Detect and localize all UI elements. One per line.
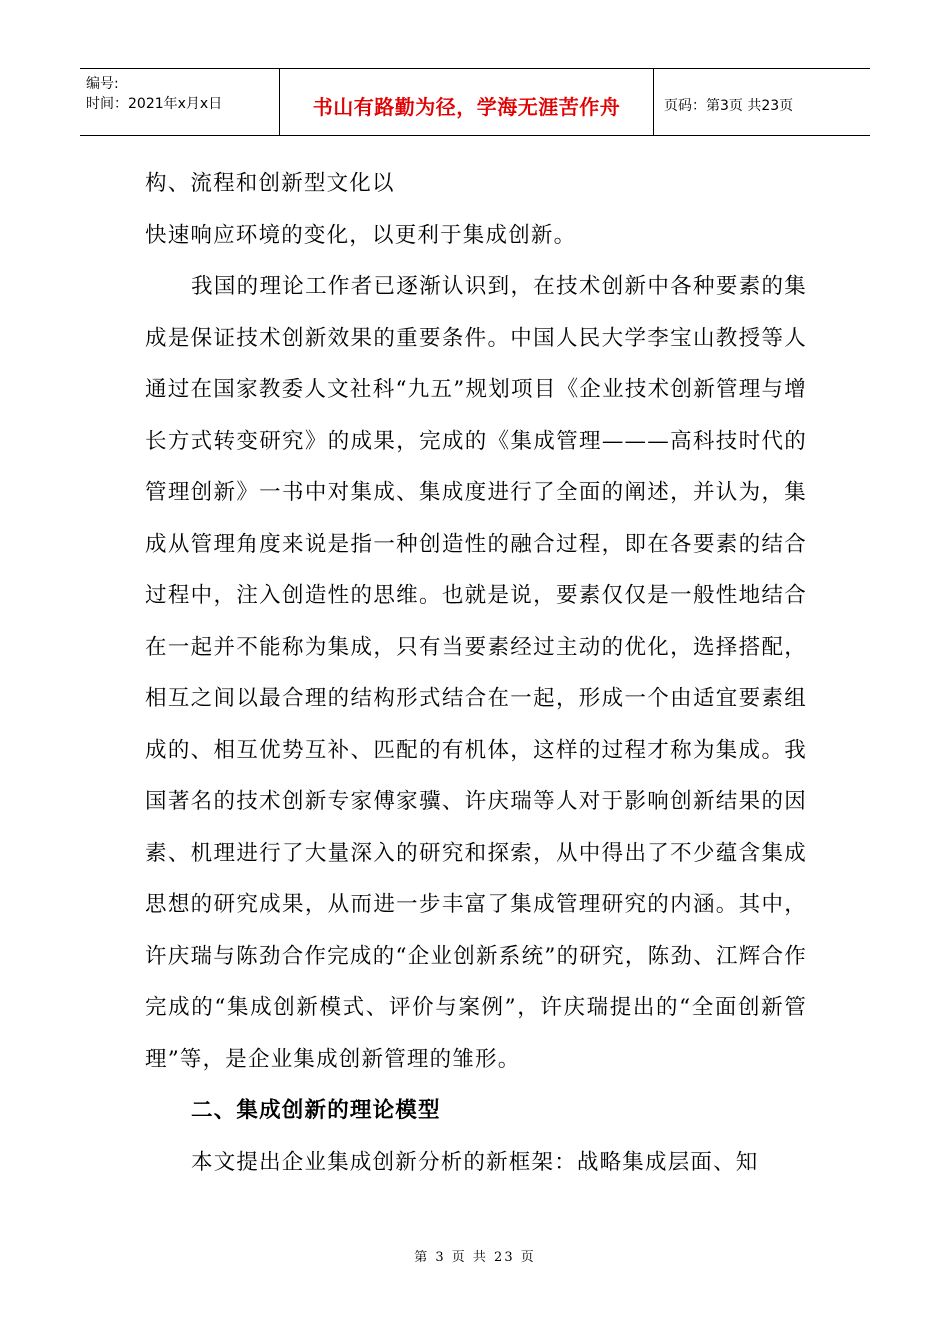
header-meta bbox=[80, 69, 280, 135]
page-header bbox=[80, 68, 870, 136]
header-page-cell bbox=[654, 69, 870, 135]
header-motto-cell bbox=[280, 69, 654, 135]
section-heading: 二、集成创新的理论模型 bbox=[191, 1098, 441, 1123]
paragraph-3: 我国的理论工作者已逐渐认识到，在技术创新中各种要素的集成是保证技术创新效果的重要条件。中国人民大学李宝山教授等人通过在国家教委人文社科“九五”规划项目《企业技术创新管理与增长方式转变研究》的成果，完成的《集成管理———高科技时代的管理创新》一书中对集成、集成度进行了全面的阐述，并认为，集成从管理角度来说是指一种创造性的融合过程，即在各要素的结合过程中，注入创造性的思维。也就是说，要素仅仅是一般性地结合在一起并不能称为集成，只有当要素经过主动的优化，选择搭配，相互之间以最合理的结构形式结合在一起，形成一个由适宜要素组成的、相互优势互补、匹配的有机体，这样的过程才称为集成。我国著名的技术创新专家傅家骥、许庆瑞等人对于影响创新结果的因素、机理进行了大量深入的研究和探索，从中得出了不少蕴含集成思想的研究成果，从而进一步丰富了集成管理研究的内涵。其中，许庆瑞与陈劲合作完成的“企业创新系统”的研究，陈劲、江辉合作完成的“集成创新模式、评价与案例”，许庆瑞提出的“全面创新管理”等，是企业集成创新管理的雏形。 bbox=[145, 274, 807, 1072]
paragraph-2: 快速响应环境的变化，以更利于集成创新。 bbox=[145, 222, 577, 248]
time-label: 时间：2021年x月x日 bbox=[86, 96, 223, 112]
document-body bbox=[145, 158, 807, 1188]
page-footer: 第 3 页 共 23 页 bbox=[414, 1250, 536, 1265]
number-label: 编号: bbox=[86, 76, 119, 92]
header-page-info: 页码：第3页 共23页 bbox=[664, 98, 794, 114]
header-motto: 书山有路勤为径，学海无涯苦作舟 bbox=[312, 95, 621, 119]
paragraph-1: 构、流程和创新型文化以 bbox=[145, 171, 395, 196]
paragraph-4: 本文提出企业集成创新分析的新框架：战略集成层面、知 bbox=[191, 1149, 759, 1175]
